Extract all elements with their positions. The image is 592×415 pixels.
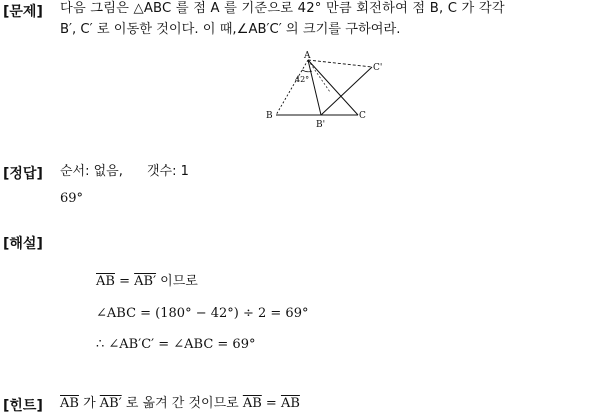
label-c-prime: C' — [373, 63, 382, 73]
problem-label: [문제] — [3, 4, 43, 20]
explanation-line1 — [96, 274, 198, 290]
answer-order: 순서: 없음, — [60, 164, 123, 179]
triangle-rotation-figure — [262, 48, 382, 130]
equals-text: = — [114, 274, 135, 289]
segment-ab-text: $\overline{AB}$ — [96, 274, 115, 289]
segment-ac-prime — [308, 60, 372, 67]
explanation-suffix: 이므로 — [156, 274, 198, 289]
hint-ga: 가 — [78, 396, 100, 411]
label-b: B — [266, 111, 273, 121]
hint-ab: $\overline{AB}$ — [60, 396, 79, 411]
explanation-line2: ∠ABC = (180° − 42°) ÷ 2 = 69° — [96, 306, 309, 321]
segment-ab — [276, 60, 308, 115]
label-a: A — [304, 51, 311, 61]
hint-ab2: $\overline{AB}$ — [242, 396, 262, 411]
hint-ab-prime: AB′ — [99, 396, 122, 411]
label-b-prime: B' — [316, 120, 326, 130]
hint-label: [힌트] — [3, 398, 43, 414]
answer-label: [정답] — [3, 166, 43, 182]
explanation-label: [해설] — [3, 236, 43, 252]
problem-text-line2: B′, C′ 로 이동한 것이다. 이 때,∠AB′C′ 의 크기를 구하여라. — [60, 22, 401, 37]
hint-text — [60, 396, 300, 412]
segment-ab-prime-text: AB′ — [134, 274, 157, 289]
segment-bp-cp — [321, 67, 372, 115]
answer-count: 갯수: 1 — [147, 164, 189, 179]
label-c: C — [359, 111, 366, 121]
label-angle: 42° — [295, 75, 310, 84]
hint-ab3: $\overline{AB}$ — [280, 396, 300, 411]
explanation-line3: ∴ ∠AB′C′ = ∠ABC = 69° — [96, 337, 256, 352]
segment-ab-prime — [308, 60, 321, 115]
problem-text-line1: 다음 그림은 △ABC 를 점 A 를 기준으로 42° 만큼 회전하여 점 B, C 가 각각 — [60, 1, 505, 16]
answer-value: 69° — [60, 191, 84, 206]
hint-eq: = — [261, 396, 281, 411]
hint-middle: 로 옮겨 간 것이므로 — [121, 396, 243, 411]
